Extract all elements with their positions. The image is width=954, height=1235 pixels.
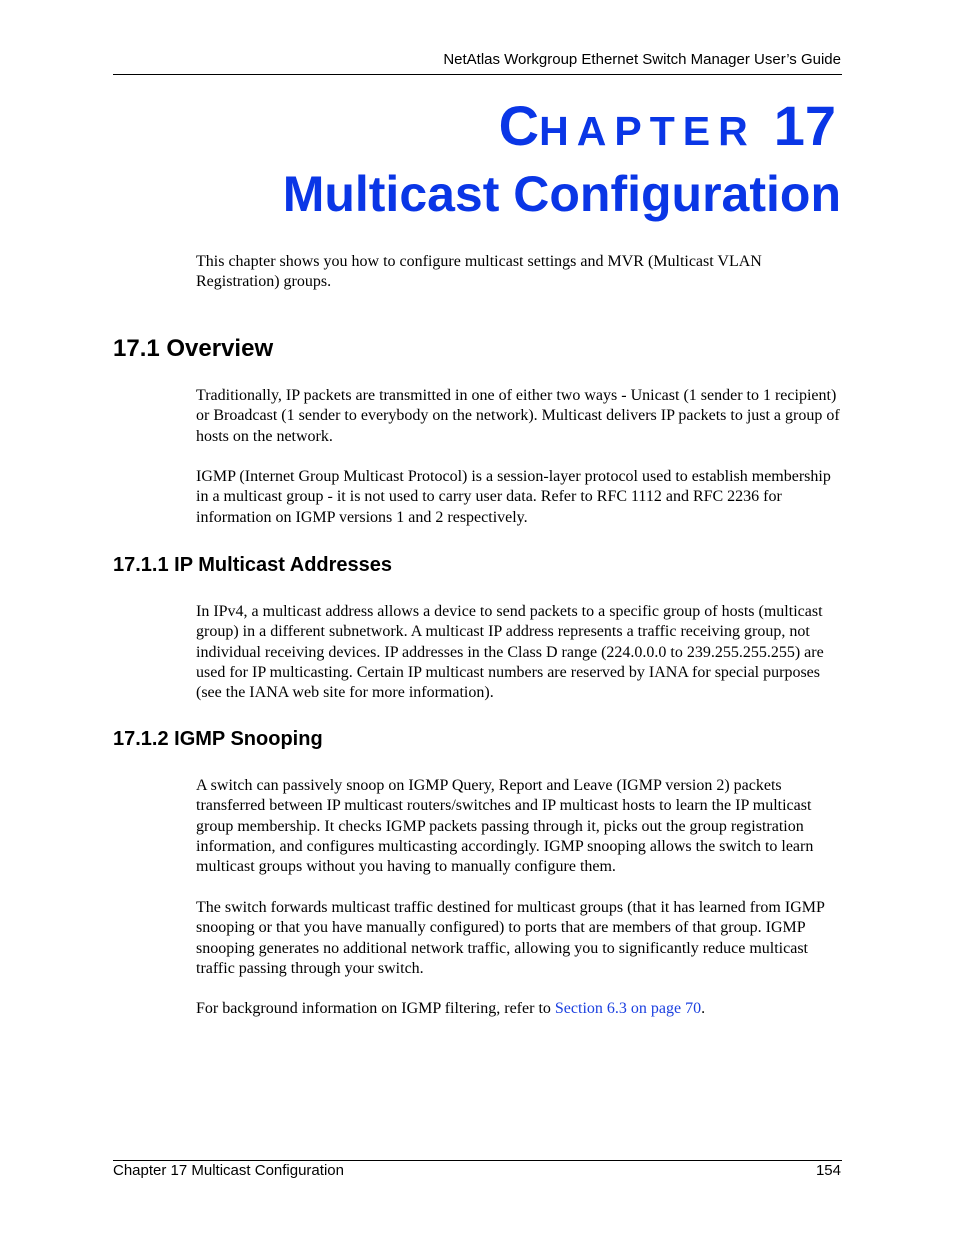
igmp-snooping-paragraph-1: A switch can passively snoop on IGMP Query, Report and Leave (IGMP version 2) packets transferred between IP multicast routers/switches and IP multicast hosts to learn the IP multicast group membership. It checks IGMP packets passing through it, picks out the group registration information, and configures multicasting accordingly. IGMP snooping allows the switch to learn multicast groups without you having to manually configure them. xyxy=(196,777,814,876)
footer-chapter-name: Chapter 17 Multicast Configuration xyxy=(113,1162,344,1179)
igmp-snooping-paragraph-2: The switch forwards multicast traffic destined for multicast groups (that it has learned from IGMP snooping or that you have manually configured) to ports that are members of that group. IGMP snooping generates no additional network traffic, allowing you to significantly reduce multicast traffic passing through your switch. xyxy=(196,899,825,977)
igmp-filtering-text-prefix: For background information on IGMP filtering, refer to xyxy=(196,1000,555,1017)
header-divider xyxy=(113,74,842,75)
section-6-3-link[interactable]: Section 6.3 on page 70 xyxy=(554,1000,702,1017)
section-heading-overview: 17.1 Overview xyxy=(113,335,274,362)
section-heading-ip-multicast: 17.1.1 IP Multicast Addresses xyxy=(113,554,393,576)
chapter-label xyxy=(498,94,836,157)
running-header: NetAtlas Workgroup Ethernet Switch Manager User’s Guide xyxy=(443,51,841,68)
chapter-title: Multicast Configuration xyxy=(282,166,841,222)
chapter-number: 17 xyxy=(773,94,836,157)
igmp-snooping-paragraph-3 xyxy=(196,999,844,1019)
igmp-filtering-text-suffix: . xyxy=(701,1000,706,1017)
footer-divider xyxy=(113,1160,842,1161)
chapter-label-rest: HAPTER xyxy=(539,108,756,154)
overview-paragraph-1: Traditionally, IP packets are transmitted in one of either two ways - Unicast (1 sender to 1 recipient) or Broadcast (1 sender to everybody on the network). Multicast delivers IP packets to just a group of hosts on the network. xyxy=(196,387,840,445)
footer-page-number: 154 xyxy=(815,1162,841,1179)
chapter-label-initial: C xyxy=(498,94,540,157)
overview-paragraph-2: IGMP (Internet Group Multicast Protocol) is a session-layer protocol used to establish membership in a multicast group - it is not used to carry user data. Refer to RFC 1112 and RFC 2236 for information on IGMP versions 1 and 2 respectively. xyxy=(196,468,831,526)
section-heading-igmp-snooping: 17.1.2 IGMP Snooping xyxy=(113,728,323,750)
ip-multicast-paragraph: In IPv4, a multicast address allows a device to send packets to a specific group of hosts (multicast group) in a different subnetwork. A multicast IP address represents a traffic receiving group, not individual receiving devices. IP addresses in the Class D range (224.0.0.0 to 239.255.255.255) are used for IP multicasting. Certain IP multicast numbers are reserved by IANA for special purposes (see the IANA web site for more information). xyxy=(196,603,824,702)
chapter-intro: This chapter shows you how to configure multicast settings and MVR (Multicast VLAN Registration) groups. xyxy=(196,253,762,291)
